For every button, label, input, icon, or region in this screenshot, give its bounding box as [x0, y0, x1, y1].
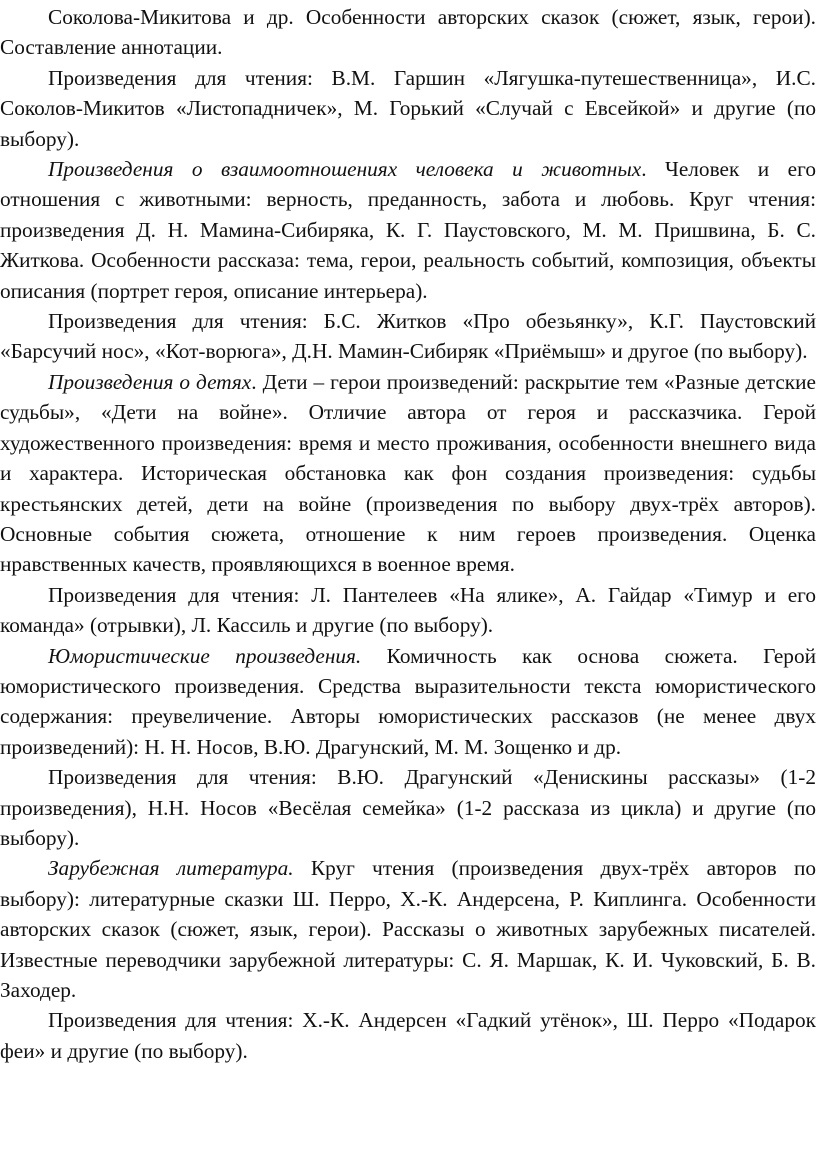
- paragraph-10: [0, 1005, 816, 1066]
- paragraph-8: [0, 762, 816, 853]
- paragraph-text: . Дети – герои произведений: раскрытие тем «Разные детские судьбы», «Дети на войне». Отличие автора от героя и рассказчика. Герой художественного произведения: время и место проживания, особенности внешнего вида и характера. Историческая обстановка как фон создания произведения: судьбы крестьянских детей, дети на войне (произведения по выбору двух-трёх авторов). Основные события сюжета, отношение к ним героев произведения. Оценка нравственных качеств, проявляющихся в военное время.: [0, 369, 816, 577]
- paragraph-text: Произведения для чтения: В.М. Гаршин «Лягушка-путешественница», И.С. Соколов-Микитов «Листопадничек», М. Горький «Случай с Евсейкой» и другие (по выбору).: [0, 65, 816, 151]
- paragraph-9: [0, 853, 816, 1005]
- paragraph-text: Комичность как основа сюжета. Герой юмористического произведения. Средства выразительности текста юмористического содержания: преувеличение. Авторы юмористических рассказов (не менее двух произведений): Н. Н. Носов, В.Ю. Драгунский, М. М. Зощенко и др.: [0, 643, 816, 759]
- italic-lead: Произведения о детях: [48, 369, 252, 394]
- italic-lead: Юмористические произведения.: [48, 643, 362, 668]
- paragraph-6: [0, 580, 816, 641]
- italic-lead: Зарубежная литература.: [48, 856, 294, 881]
- paragraph-1: [0, 2, 816, 63]
- paragraph-text: Произведения для чтения: Л. Пантелеев «На ялике», А. Гайдар «Тимур и его команда» (отрывки), Л. Кассиль и другие (по выбору).: [0, 582, 816, 638]
- paragraph-text: Произведения для чтения: Б.С. Житков «Про обезьянку», К.Г. Паустовский «Барсучий нос», «Кот-ворюга», Д.Н. Мамин-Сибиряк «Приёмыш» и другое (по выбору).: [0, 309, 816, 364]
- paragraph-4: [0, 306, 816, 367]
- italic-lead: Произведения о взаимоотношениях человека и животных: [48, 157, 642, 182]
- paragraph-text: Произведения для чтения: В.Ю. Драгунский «Денискины рассказы» (1-2 произведения), Н.Н. Носов «Весёлая семейка» (1-2 рассказа из цикла) и другие (по выбору).: [0, 765, 816, 850]
- paragraph-5: [0, 367, 816, 580]
- paragraph-text: Соколова-Микитова и др. Особенности авторских сказок (сюжет, язык, герои). Составление аннотации.: [0, 5, 816, 60]
- paragraph-7: [0, 641, 816, 763]
- paragraph-text: . Человек и его отношения с животными: верность, преданность, забота и любовь. Круг чтения: произведения Д. Н. Мамина-Сибиряка, К. Г. Паустовского, М. М. Пришвина, Б. С. Житкова. Особенности рассказа: тема, герои, реальность событий, композиция, объекты описания (портрет героя, описание интерьера).: [0, 157, 816, 303]
- paragraph-text: Круг чтения (произведения двух-трёх авторов по выбору): литературные сказки Ш. Перро, Х.-К. Андерсена, Р. Киплинга. Особенности авторских сказок (сюжет, язык, герои). Рассказы о животных зарубежных писателей. Известные переводчики зарубежной литературы: С. Я. Маршак, К. И. Чуковский, Б. В. Заходер.: [0, 856, 816, 1002]
- paragraph-text: Произведения для чтения: Х.-К. Андерсен «Гадкий утёнок», Ш. Перро «Подарок феи» и другие (по выбору).: [0, 1008, 816, 1063]
- paragraph-3: [0, 154, 816, 306]
- paragraph-2: [0, 63, 816, 154]
